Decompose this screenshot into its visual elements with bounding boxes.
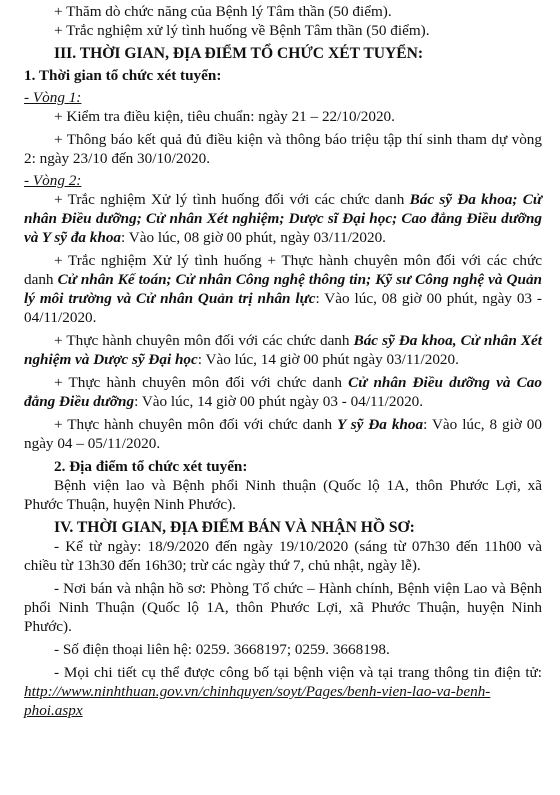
round-1-label: - Vòng 1: [24, 89, 82, 106]
job-titles: Y sỹ Đa khoa [337, 416, 424, 433]
list-item: + Thăm dò chức năng của Bệnh lý Tâm thần (50 điểm). [54, 3, 392, 20]
section-heading-iii: III. THỜI GIAN, ĐỊA ĐIỂM TỔ CHỨC XÉT TUYỂN: [54, 45, 424, 62]
schedule-item: + Thực hành chuyên môn đối với chức danh Cử nhân Điều dưỡng và Cao đẳng Điều dưỡng: Vào lúc, 14 giờ 00 phút ngày 03 - 04/11/2020. [24, 374, 542, 410]
address-text: Bệnh viện lao và Bệnh phổi Ninh thuận (Quốc lộ 1A, thôn Phước Lợi, xã Phước Thuận, huyện Ninh Phước). [24, 477, 542, 513]
job-titles: Cử nhân Điều dưỡng và Cao đẳng Điều dưỡng [24, 374, 542, 410]
job-titles: Bác sỹ Đa khoa, Cử nhân Xét nghiệm và Dược sỹ Đại học [24, 332, 542, 368]
job-titles: Bác sỹ Đa khoa; Cử nhân Điều dưỡng; Cử nhân Xét nghiệm; Dược sĩ Đại học; Cao đẳng Điều dưỡng và Y sỹ đa khoa [24, 191, 542, 246]
list-item: - Số điện thoại liên hệ: 0259. 3668197; 0259. 3668198. [54, 641, 390, 658]
subheading-time: 1. Thời gian tổ chức xét tuyển: [24, 67, 222, 84]
hospital-website-link[interactable]: http://www.ninhthuan.gov.vn/chinhquyen/soyt/Pages/benh-vien-lao-va-benh-phoi.aspx [24, 683, 491, 719]
schedule-item: + Trắc nghiệm Xử lý tình huống đối với các chức danh Bác sỹ Đa khoa; Cử nhân Điều dưỡng; Cử nhân Xét nghiệm; Dược sĩ Đại học; Cao đẳng Điều dưỡng và Y sỹ đa khoa: Vào lúc, 08 giờ 00 phút, ngày 03/11/2020. [24, 191, 542, 246]
job-titles: Cử nhân Kế toán; Cử nhân Công nghệ thông tin; Kỹ sư Công nghệ và Quản lý môi trường và Cử nhân Quản trị nhân lực [24, 271, 542, 307]
schedule-item: + Trắc nghiệm Xử lý tình huống + Thực hành chuyên môn đối với các chức danh Cử nhân Kế toán; Cử nhân Công nghệ thông tin; Kỹ sư Công nghệ và Quản lý môi trường và Cử nhân Quản trị nhân lực: Vào lúc, 08 giờ 00 phút, ngày 03 - 04/11/2020. [24, 252, 542, 326]
schedule-item: + Thực hành chuyên môn đối với chức danh Y sỹ Đa khoa: Vào lúc, 8 giờ 00 ngày 04 – 05/11/2020. [24, 416, 542, 452]
list-item: + Thông báo kết quả đủ điều kiện và thông báo triệu tập thí sinh tham dự vòng 2: ngày 23/10 đến 30/10/2020. [24, 131, 542, 167]
round-2-label: - Vòng 2: [24, 172, 82, 189]
list-item: + Kiểm tra điều kiện, tiêu chuẩn: ngày 21 – 22/10/2020. [54, 108, 395, 125]
list-item: - Nơi bán và nhận hồ sơ: Phòng Tổ chức – Hành chính, Bệnh viện Lao và Bệnh phổi Ninh Thuận (Quốc lộ 1A, thôn Phước Lợi, xã Phước Thuận, huyện Ninh Phước). [24, 580, 542, 635]
subheading-location: 2. Địa điểm tổ chức xét tuyển: [54, 458, 248, 475]
list-item: - Kể từ ngày: 18/9/2020 đến ngày 19/10/2020 (sáng từ 07h30 đến 11h00 và chiều từ 13h30 đến 16h30; trừ các ngày thứ 7, chủ nhật, ngày lễ). [24, 538, 542, 574]
schedule-item: + Thực hành chuyên môn đối với các chức danh Bác sỹ Đa khoa, Cử nhân Xét nghiệm và Dược sỹ Đại học: Vào lúc, 14 giờ 00 phút ngày 03/11/2020. [24, 332, 542, 368]
list-item: + Trắc nghiệm xử lý tình huống về Bệnh Tâm thần (50 điểm). [54, 22, 430, 39]
list-item: - Mọi chi tiết cụ thể được công bố tại bệnh viện và tại trang thông tin điện tử: http://www.ninhthuan.gov.vn/chinhquyen/soyt/Pages/benh-vien-lao-va-benh-phoi.aspx [24, 664, 542, 719]
section-heading-iv: IV. THỜI GIAN, ĐỊA ĐIỂM BÁN VÀ NHẬN HỒ SƠ: [54, 519, 415, 536]
